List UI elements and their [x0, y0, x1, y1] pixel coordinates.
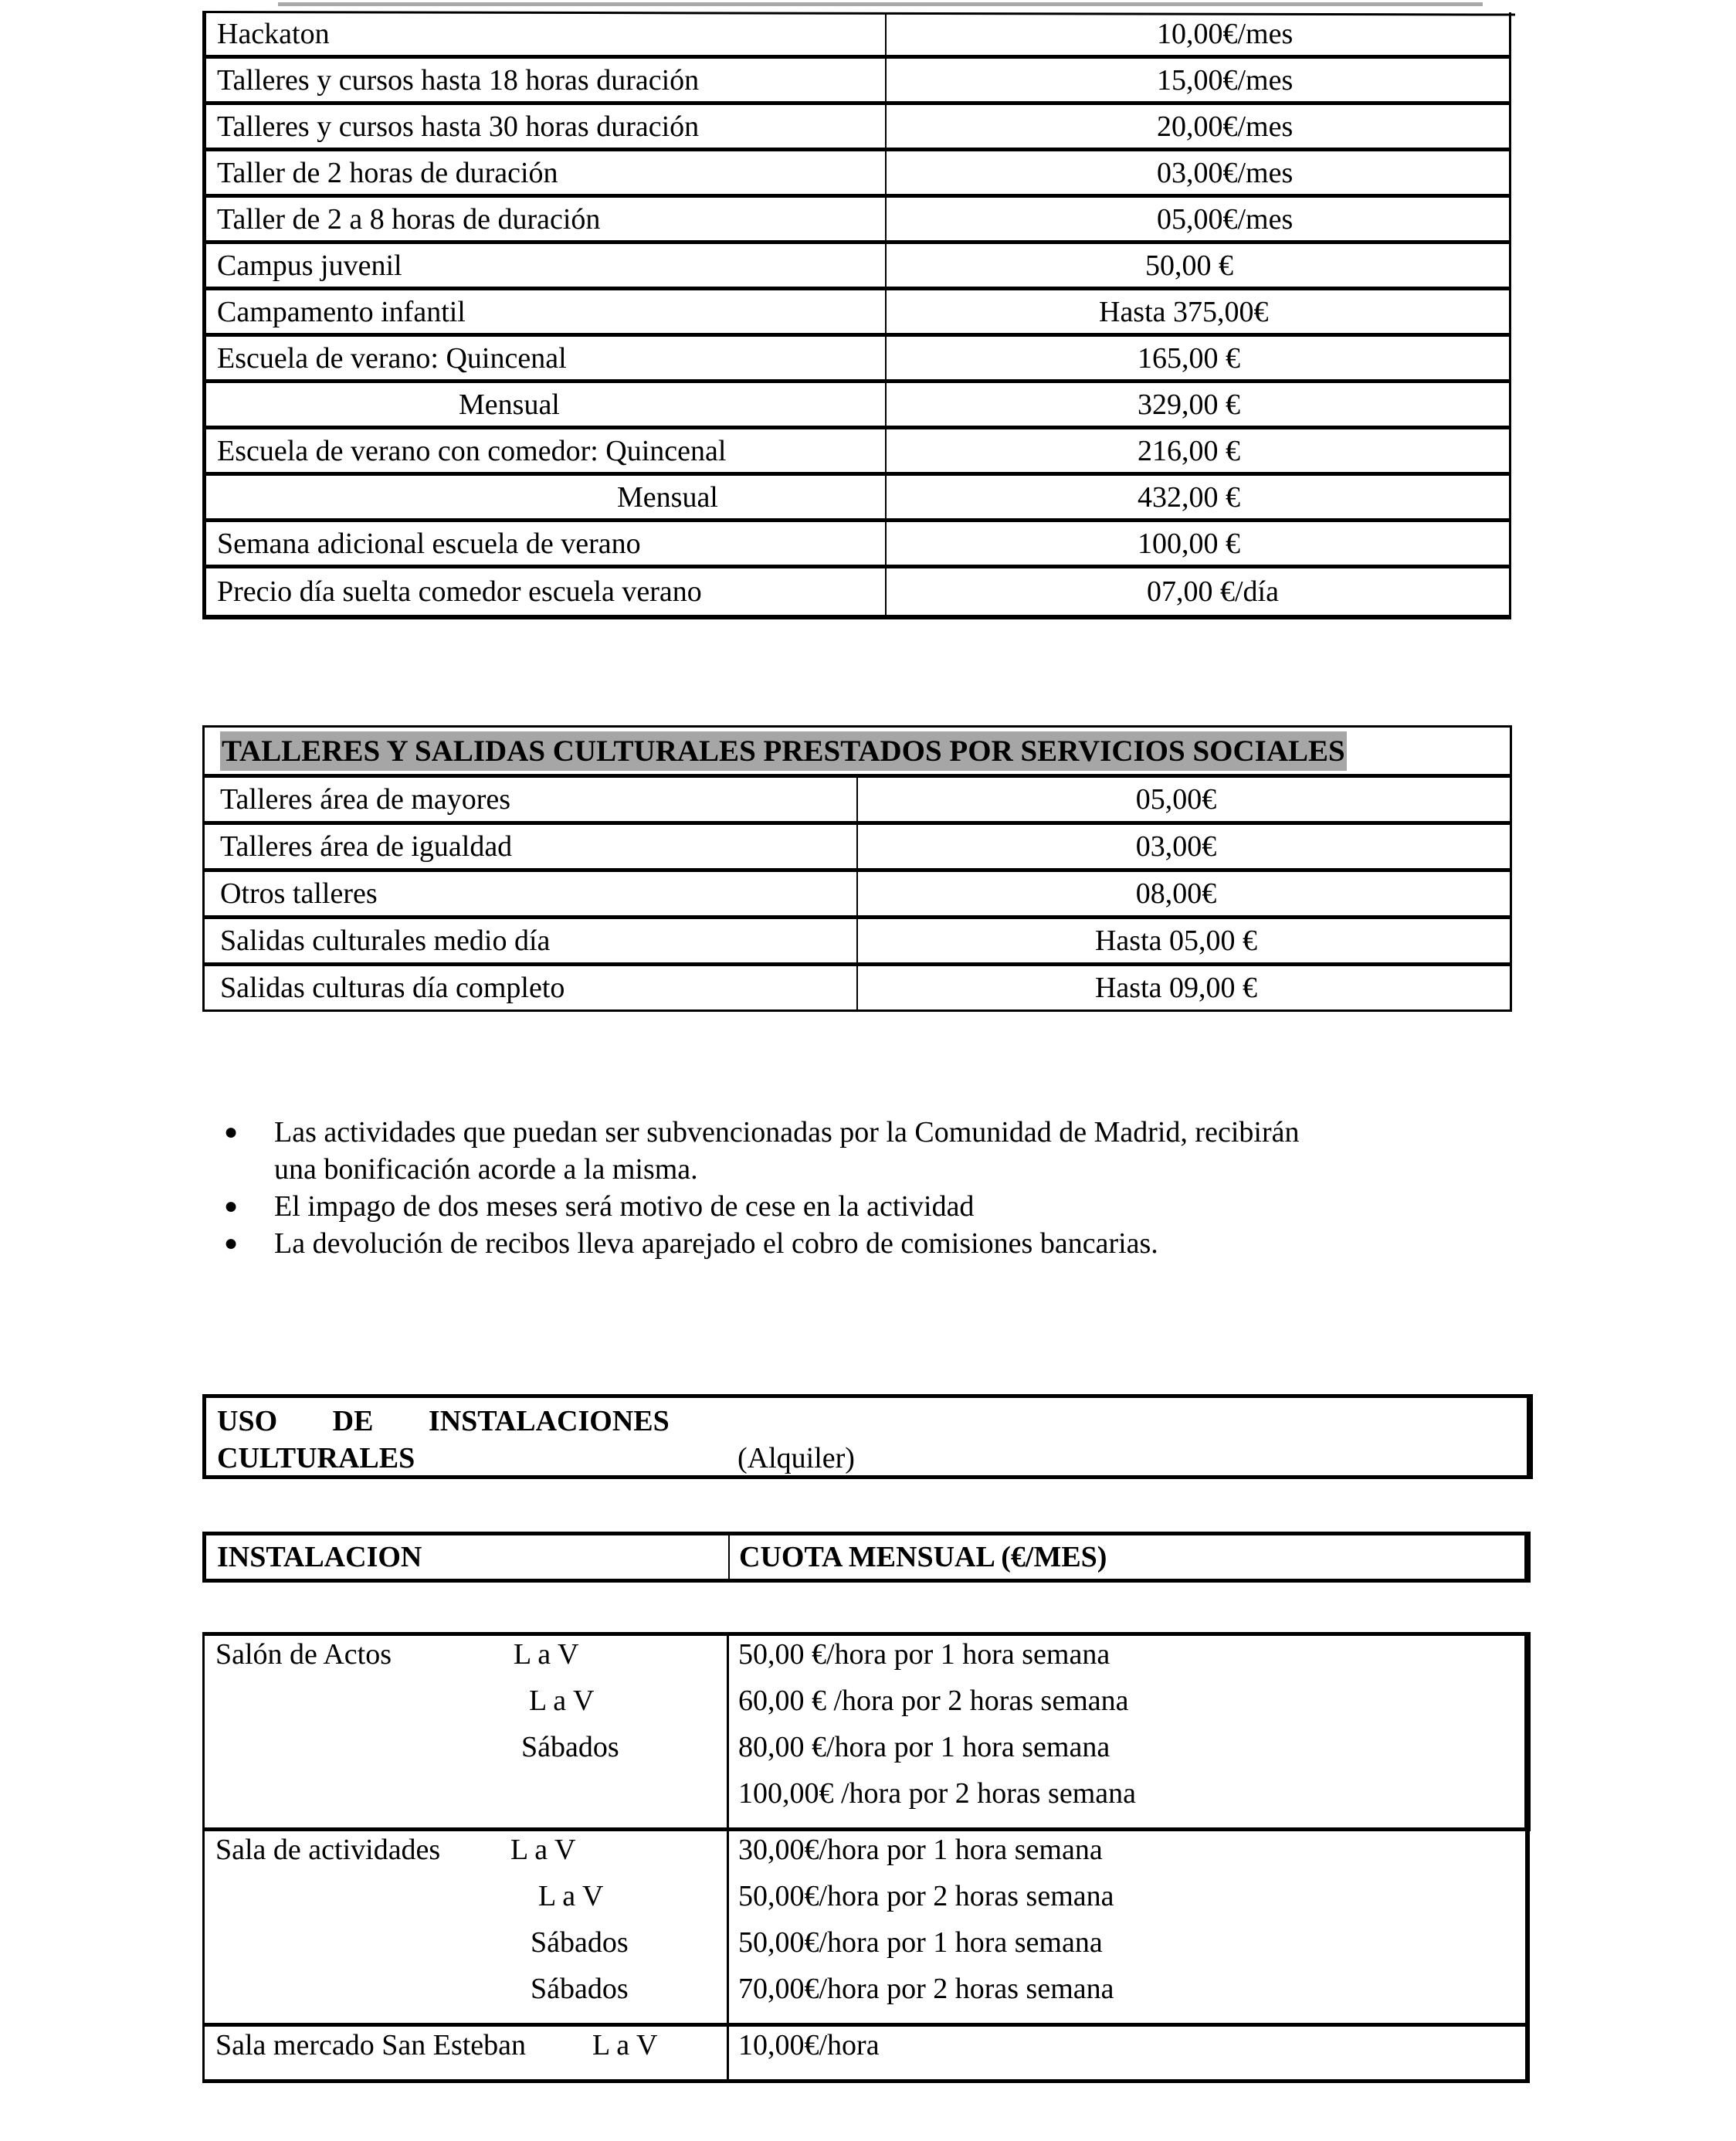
table-header-row — [205, 1534, 1528, 1581]
fee-line: 10,00€/hora — [738, 2029, 880, 2061]
price-cell: 15,00€/mes — [886, 57, 1511, 103]
activity-cell: Semana adicional escuela de verano — [205, 521, 887, 567]
activity-cell: Escuela de verano con comedor: Quincenal — [205, 428, 887, 474]
price-cell: 05,00€/mes — [886, 196, 1511, 243]
installations-header-table — [202, 1532, 1531, 1583]
activity-cell: Salidas culturales medio día — [204, 918, 858, 965]
fee-cell — [728, 2025, 1528, 2082]
fee-line: 50,00 €/hora por 1 hora semana — [738, 1638, 1110, 1671]
price-cell: Hasta 05,00 € — [857, 918, 1511, 965]
fee-line: 60,00 € /hora por 2 horas semana — [738, 1685, 1129, 1717]
price-cell: Hasta 375,00€ — [886, 289, 1511, 335]
price-cell: Hasta 09,00 € — [857, 965, 1511, 1011]
fee-line: 50,00€/hora por 1 hora semana — [738, 1926, 1103, 1959]
price-cell: 50,00 € — [886, 243, 1511, 289]
days-label: L a V — [529, 1685, 595, 1717]
fee-line: 50,00€/hora por 2 horas semana — [738, 1880, 1114, 1912]
table-row — [205, 243, 1511, 289]
installation-cell — [204, 2025, 728, 2082]
table-title-cell — [204, 727, 1511, 776]
table-row — [205, 335, 1511, 382]
days-label: L a V — [510, 1834, 576, 1866]
list-item — [209, 1114, 1521, 1188]
table-row — [204, 2025, 1528, 2082]
price-cell: 432,00 € — [886, 474, 1511, 521]
list-item — [209, 1225, 1521, 1262]
header-fee: CUOTA MENSUAL (€/MES) — [739, 1541, 1107, 1573]
activity-cell: Taller de 2 a 8 horas de duración — [205, 196, 887, 243]
fee-line: 80,00 €/hora por 1 hora semana — [738, 1731, 1110, 1763]
table-row — [205, 289, 1511, 335]
activity-cell: Mensual — [205, 474, 887, 521]
activity-cell: Otros talleres — [204, 870, 858, 918]
table-row — [204, 823, 1511, 870]
table-row — [205, 196, 1511, 243]
fee-line: 70,00€/hora por 2 horas semana — [738, 1973, 1114, 2005]
activity-cell: Talleres y cursos hasta 30 horas duración — [205, 103, 887, 150]
table-row — [205, 150, 1511, 196]
price-cell: 08,00€ — [857, 870, 1511, 918]
note-text: una bonificación acorde a la misma. — [274, 1153, 698, 1186]
table-row — [205, 12, 1511, 57]
notes-list — [209, 1114, 1521, 1262]
table-row — [205, 57, 1511, 103]
installation-name: Sala mercado San Esteban — [215, 2029, 527, 2061]
activity-cell: Talleres área de igualdad — [204, 823, 858, 870]
table-row — [204, 965, 1511, 1011]
table-row — [205, 103, 1511, 150]
installation-cell — [204, 1830, 728, 2025]
table-title: TALLERES Y SALIDAS CULTURALES PRESTADOS POR SERVICIOS SOCIALES — [220, 731, 1347, 771]
activity-cell: Campus juvenil — [205, 243, 887, 289]
price-cell: 165,00 € — [886, 335, 1511, 382]
table-row — [205, 474, 1511, 521]
list-item — [209, 1188, 1521, 1225]
activity-cell: Hackaton — [205, 12, 887, 57]
installation-cell — [204, 1634, 728, 1830]
fee-line: 30,00€/hora por 1 hora semana — [738, 1834, 1103, 1866]
fee-line: 100,00€ /hora por 2 horas semana — [738, 1777, 1136, 1810]
page-top-rule — [278, 2, 1483, 6]
price-cell: 216,00 € — [886, 428, 1511, 474]
price-cell: 329,00 € — [886, 382, 1511, 428]
table-row — [204, 776, 1511, 823]
price-cell: 07,00 €/día — [1147, 575, 1279, 608]
table-row — [204, 870, 1511, 918]
fee-cell — [728, 1830, 1528, 2025]
bullet-icon: ● — [224, 1230, 239, 1256]
days-label: Sábados — [531, 1926, 629, 1959]
price-cell: 03,00€/mes — [886, 150, 1511, 196]
activity-cell: Salidas culturas día completo — [204, 965, 858, 1011]
price-cell: 03,00€ — [857, 823, 1511, 870]
table-header-row — [204, 727, 1511, 776]
activity-cell: Taller de 2 horas de duración — [205, 150, 887, 196]
table-row — [205, 428, 1511, 474]
table-row — [205, 382, 1511, 428]
section-subtitle: (Alquiler) — [737, 1442, 855, 1474]
days-label: Sábados — [531, 1973, 629, 2005]
installation-name: Salón de Actos — [215, 1638, 392, 1671]
installation-name: Sala de actividades — [215, 1834, 441, 1866]
activity-cell: Escuela de verano: Quincenal — [205, 335, 887, 382]
table-row — [204, 918, 1511, 965]
activity-cell: Talleres y cursos hasta 18 horas duración — [205, 57, 887, 103]
table-row — [205, 521, 1511, 567]
activity-cell: Mensual — [205, 382, 887, 428]
section-title-line1: USO DE INSTALACIONES — [217, 1405, 670, 1437]
section-title-line2: CULTURALES — [217, 1442, 415, 1474]
price-cell: 100,00 € — [886, 521, 1511, 567]
header-installation: INSTALACION — [205, 1534, 730, 1581]
activity-cell: Talleres área de mayores — [204, 776, 858, 823]
table-row — [204, 1830, 1528, 2025]
note-text: La devolución de recibos lleva aparejado el cobro de comisiones bancarias. — [274, 1227, 1158, 1260]
days-label: L a V — [592, 2029, 658, 2061]
activity-cell: Campamento infantil — [205, 289, 887, 335]
activity-prices-table — [202, 12, 1511, 619]
installations-table — [202, 1632, 1531, 2083]
bullet-icon: ● — [224, 1193, 239, 1219]
table-row — [204, 1634, 1528, 1830]
price-cell: 20,00€/mes — [886, 103, 1511, 150]
price-cell: 10,00€/mes — [886, 12, 1511, 57]
note-text: Las actividades que puedan ser subvencionadas por la Comunidad de Madrid, recibirán — [274, 1116, 1300, 1149]
bullet-icon: ● — [224, 1119, 239, 1145]
activity-cell: Precio día suelta comedor escuela verano — [205, 567, 887, 618]
price-cell: 05,00€ — [857, 776, 1511, 823]
days-label: L a V — [514, 1638, 579, 1671]
section-title-box — [202, 1394, 1533, 1479]
table-row — [205, 567, 1511, 618]
fee-cell — [728, 1634, 1528, 1830]
social-services-table — [202, 725, 1512, 1012]
note-text: El impago de dos meses será motivo de cese en la actividad — [274, 1190, 975, 1223]
days-label: Sábados — [521, 1731, 619, 1763]
days-label: L a V — [538, 1880, 604, 1912]
